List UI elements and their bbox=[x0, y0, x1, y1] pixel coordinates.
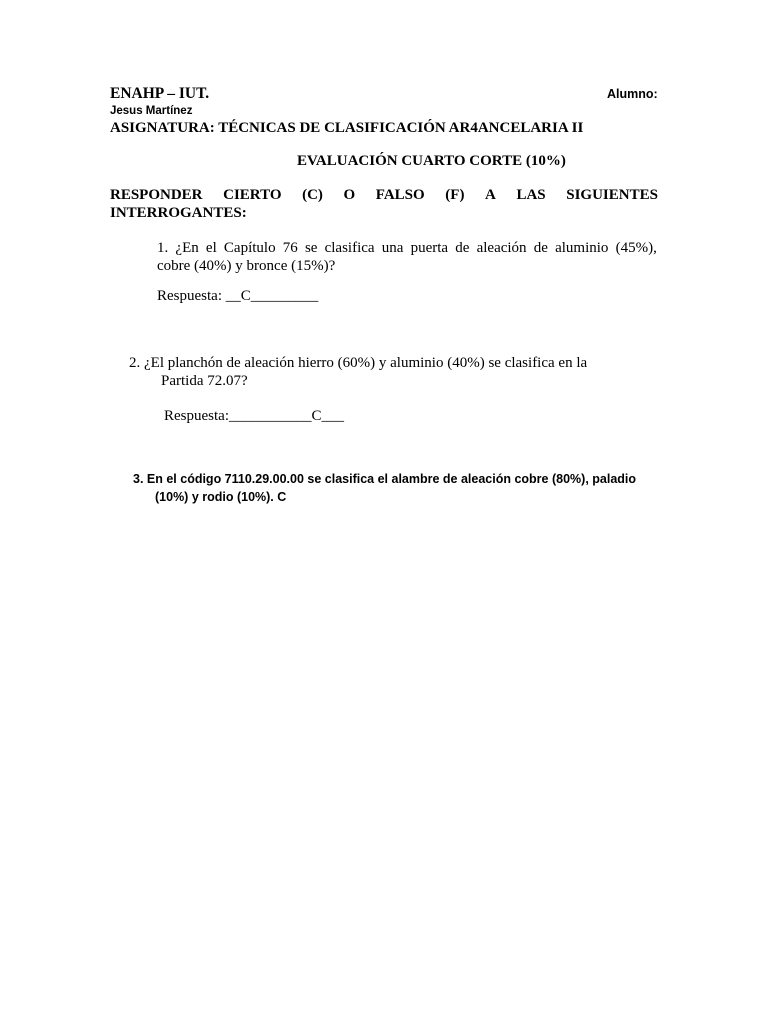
instr-word: RESPONDER bbox=[110, 187, 203, 203]
q1-word: aluminio bbox=[555, 240, 609, 256]
instr-word: CIERTO bbox=[223, 187, 282, 203]
instr-word: (F) bbox=[445, 187, 465, 203]
q1-word: aleación bbox=[476, 240, 527, 256]
question-3-line-1: 3. En el código 7110.29.00.00 se clasifica el alambre de aleación cobre (80%), paladio bbox=[133, 472, 637, 486]
alumno-label: Alumno: bbox=[607, 87, 658, 101]
question-2-line-1: 2. ¿El planchón de aleación hierro (60%) y aluminio (40%) se clasifica en la bbox=[129, 355, 588, 371]
question-2-line-2: Partida 72.07? bbox=[161, 373, 248, 389]
q1-word: ¿En bbox=[175, 240, 199, 256]
instr-word: A bbox=[485, 187, 496, 203]
institution-title: ENAHP – IUT. bbox=[110, 85, 210, 102]
q1-word: puerta bbox=[410, 240, 449, 256]
question-2-answer: Respuesta:___________C___ bbox=[164, 408, 344, 424]
question-1 bbox=[157, 239, 657, 275]
question-1-answer: Respuesta: __C_________ bbox=[157, 288, 319, 304]
q1-word: 76 bbox=[282, 240, 298, 256]
q1-word: una bbox=[381, 240, 404, 256]
instr-word: O bbox=[343, 187, 356, 203]
q1-word: de bbox=[533, 240, 548, 256]
question-1-line-1 bbox=[157, 239, 657, 257]
question-1-line-2: cobre (40%) y bronce (15%)? bbox=[157, 258, 336, 274]
q1-word: el bbox=[205, 240, 217, 256]
instr-word: LAS bbox=[516, 187, 546, 203]
instructions-line-1 bbox=[110, 186, 658, 204]
student-name: Jesus Martínez bbox=[110, 105, 193, 117]
q1-word: clasifica bbox=[324, 240, 375, 256]
instructions-line-2: INTERROGANTES: bbox=[110, 205, 247, 221]
instr-word: FALSO bbox=[375, 187, 425, 203]
question-3-line-2: (10%) y rodio (10%). C bbox=[155, 490, 287, 504]
subject-title: ASIGNATURA: TÉCNICAS DE CLASIFICACIÓN AR4ANCELARIA II bbox=[110, 120, 584, 136]
instructions bbox=[110, 186, 658, 222]
q1-word: se bbox=[304, 240, 318, 256]
instr-word: SIGUIENTES bbox=[566, 187, 658, 203]
q1-word: Capítulo bbox=[223, 240, 276, 256]
q1-word: (45%), bbox=[615, 240, 657, 256]
q1-word: de bbox=[455, 240, 470, 256]
evaluation-title: EVALUACIÓN CUARTO CORTE (10%) bbox=[297, 153, 566, 169]
q1-word: 1. bbox=[157, 240, 169, 256]
instr-word: (C) bbox=[302, 187, 323, 203]
